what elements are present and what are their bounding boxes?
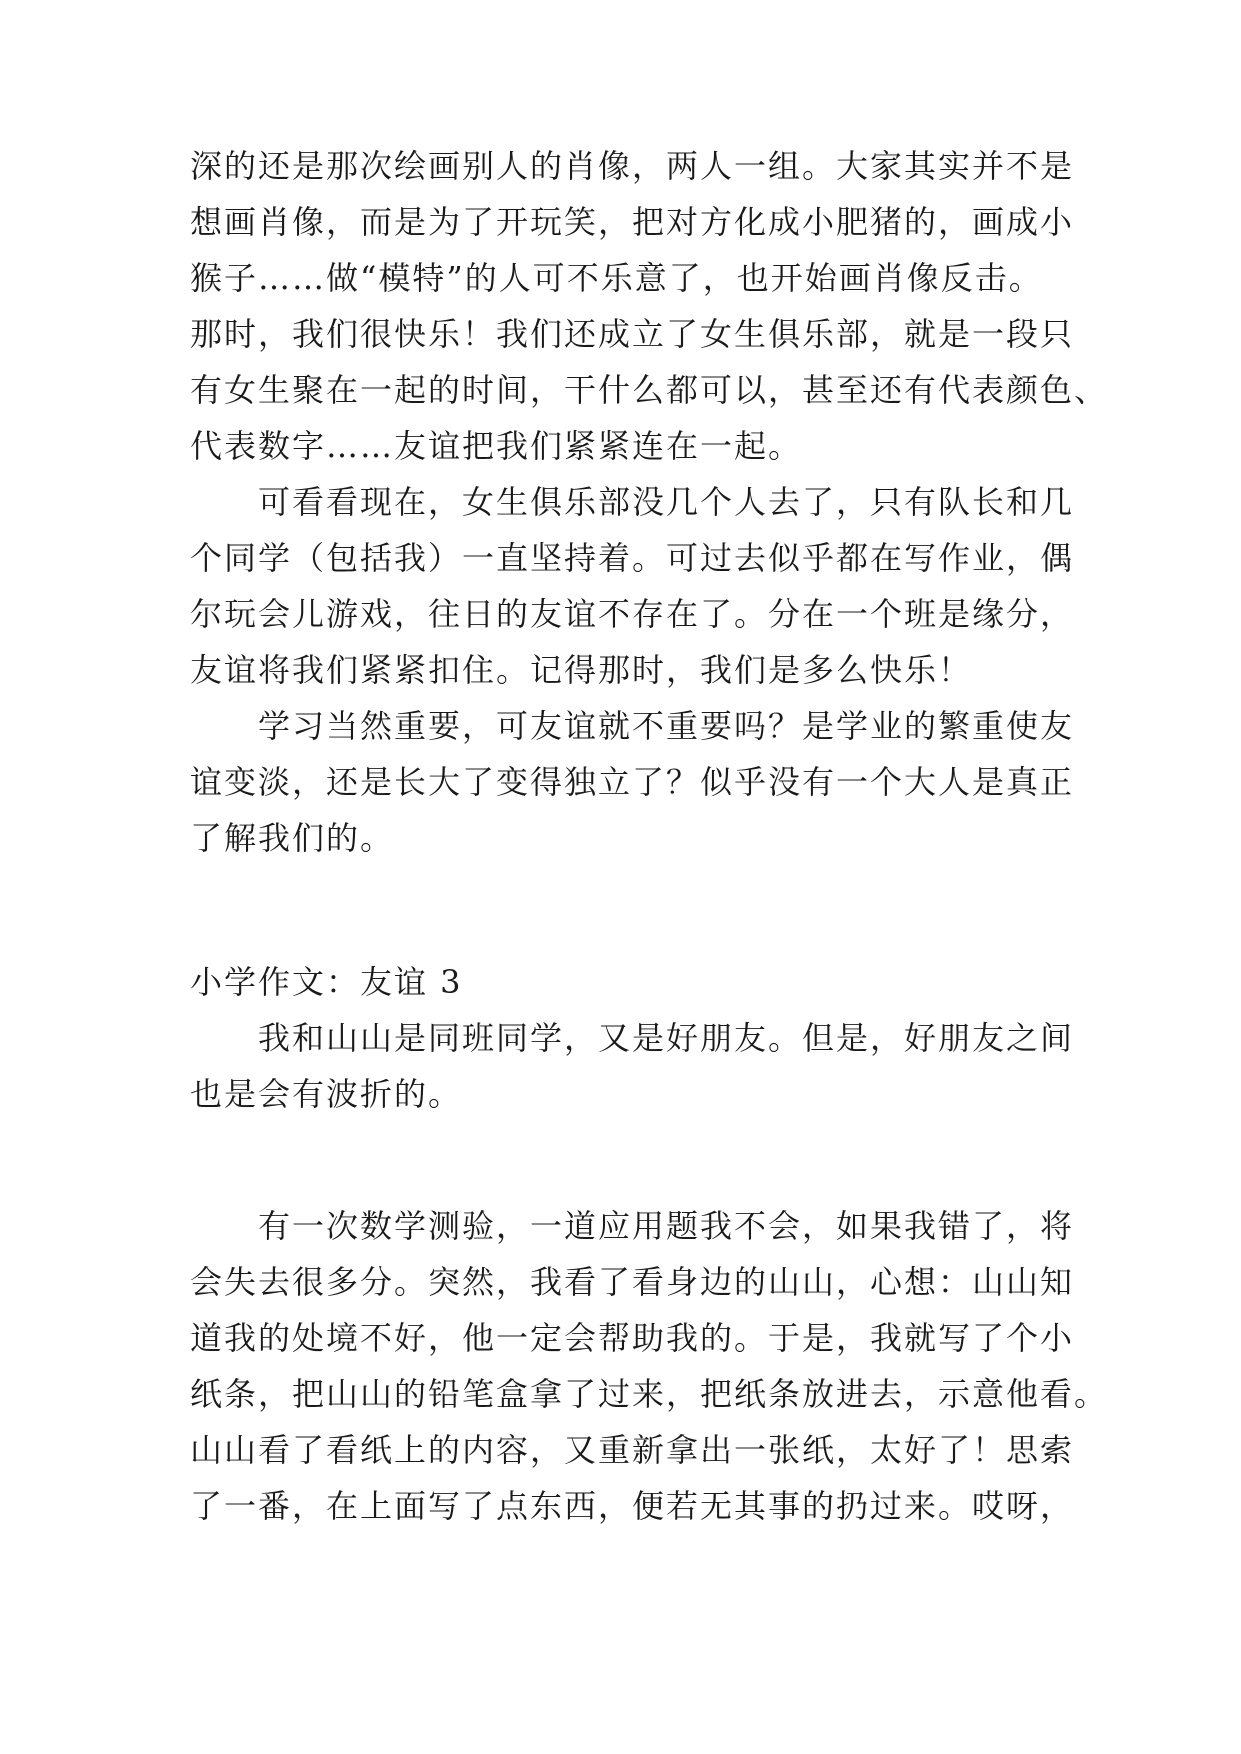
- text-line: 可看看现在，女生俱乐部没几个人去了，只有队长和几: [258, 483, 1075, 521]
- text-line: 那时，我们很快乐！我们还成立了女生俱乐部，就是一段只: [190, 315, 1075, 353]
- text-line: 学习当然重要，可友谊就不重要吗？是学业的繁重使友: [258, 707, 1075, 745]
- text-line: 山山看了看纸上的内容，又重新拿出一张纸，太好了！思索: [190, 1431, 1075, 1469]
- text-line: 纸条，把山山的铅笔盒拿了过来，把纸条放进去，示意他看。: [190, 1375, 1109, 1413]
- text-line: 猴子……做“模特”的人可不乐意了，也开始画肖像反击。: [190, 259, 1043, 297]
- text-line: 个同学（包括我）一直坚持着。可过去似乎都在写作业，偶: [190, 539, 1075, 577]
- text-line: 了一番，在上面写了点东西，便若无其事的扔过来。哎呀，: [190, 1487, 1075, 1525]
- text-line: 深的还是那次绘画别人的肖像，两人一组。大家其实并不是: [190, 147, 1075, 185]
- text-line: 友谊将我们紧紧扣住。记得那时，我们是多么快乐！: [190, 651, 973, 689]
- section-title: 小学作文：友谊 3: [190, 963, 463, 1001]
- text-line: 会失去很多分。突然，我看了看身边的山山，心想：山山知: [190, 1263, 1075, 1301]
- text-line: 了解我们的。: [190, 819, 395, 857]
- text-line: 有女生聚在一起的时间，干什么都可以，甚至还有代表颜色、: [190, 371, 1109, 409]
- text-line: 想画肖像，而是为了开玩笑，把对方化成小肥猪的，画成小: [190, 203, 1075, 241]
- text-line: 代表数字……友谊把我们紧紧连在一起。: [190, 427, 803, 465]
- text-line: 谊变淡，还是长大了变得独立了？似乎没有一个大人是真正: [190, 763, 1075, 801]
- text-line: 也是会有波折的。: [190, 1075, 463, 1113]
- text-line: 我和山山是同班同学，又是好朋友。但是，好朋友之间: [258, 1019, 1075, 1057]
- text-line: 有一次数学测验，一道应用题我不会，如果我错了，将: [258, 1207, 1075, 1245]
- text-line: 道我的处境不好，他一定会帮助我的。于是，我就写了个小: [190, 1319, 1075, 1357]
- text-line: 尔玩会儿游戏，往日的友谊不存在了。分在一个班是缘分，: [190, 595, 1075, 633]
